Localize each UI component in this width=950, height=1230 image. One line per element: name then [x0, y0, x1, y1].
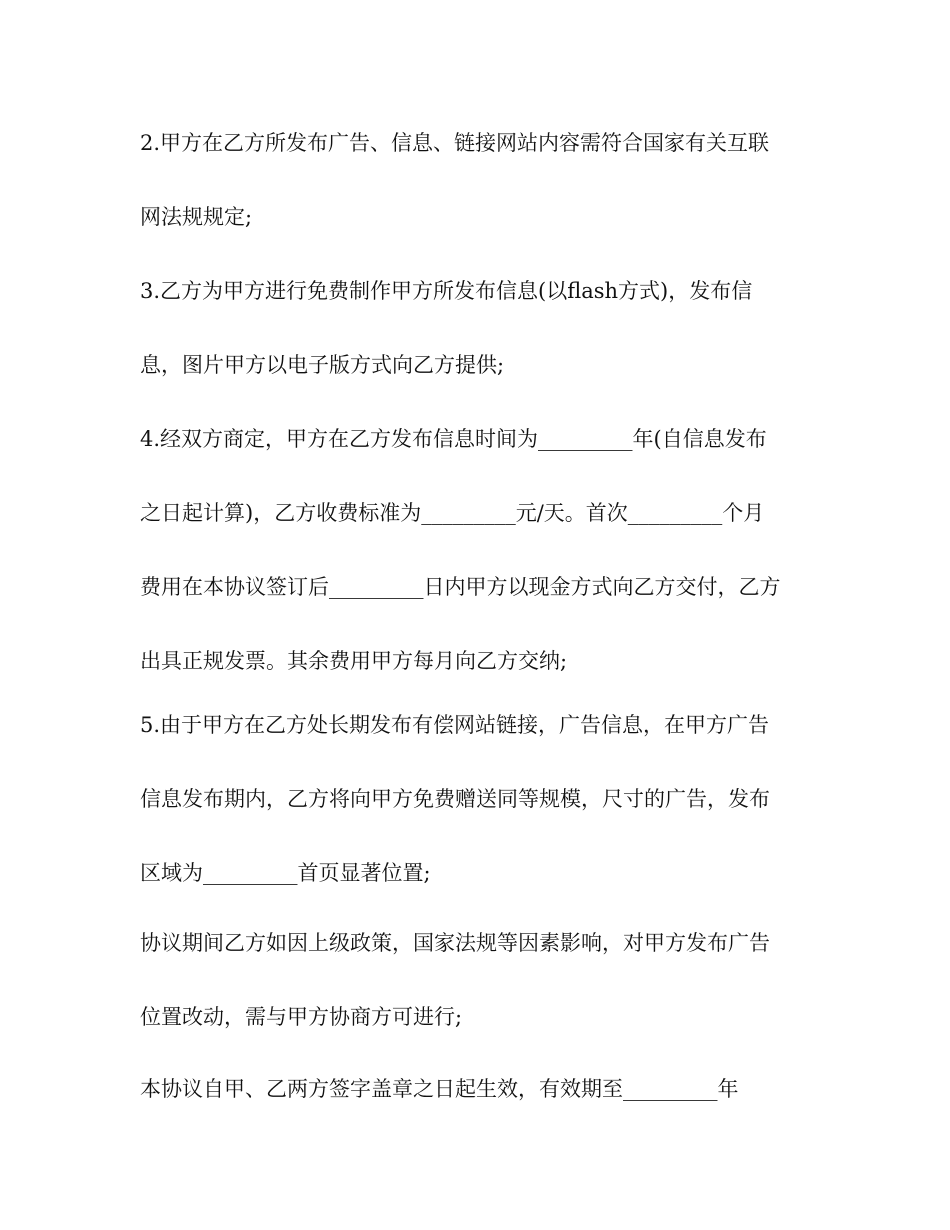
clause-3-line-1: 3.乙方为甲方进行免费制作甲方所发布信息(以flash方式)，发布信 [140, 279, 753, 303]
clause-4-line-2: 之日起计算)，乙方收费标准为_________元/天。首次_________个月 [140, 501, 765, 525]
clause-5-line-1: 5.由于甲方在乙方处长期发布有偿网站链接，广告信息，在甲方广告 [140, 713, 770, 737]
effective-date-line: 本协议自甲、乙两方签字盖章之日起生效，有效期至_________年 [140, 1077, 739, 1101]
clause-5-line-2: 信息发布期内，乙方将向甲方免费赠送同等规模，尺寸的广告，发布 [140, 787, 770, 811]
clause-4-line-1: 4.经双方商定，甲方在乙方发布信息时间为_________年(自信息发布 [140, 427, 767, 451]
clause-4-line-4: 出具正规发票。其余费用甲方每月向乙方交纳; [140, 649, 568, 673]
clause-5-line-3: 区域为_________首页显著位置; [140, 861, 431, 885]
clause-2-line-2: 网法规规定; [140, 205, 253, 229]
clause-4-line-3: 费用在本协议签订后_________日内甲方以现金方式向乙方交付，乙方 [140, 575, 781, 599]
policy-change-line-1: 协议期间乙方如因上级政策，国家法规等因素影响，对甲方发布广告 [140, 931, 770, 955]
clause-2-line-1: 2.甲方在乙方所发布广告、信息、链接网站内容需符合国家有关互联 [140, 131, 770, 155]
clause-3-line-2: 息，图片甲方以电子版方式向乙方提供; [140, 353, 505, 377]
policy-change-line-2: 位置改动，需与甲方协商方可进行; [140, 1005, 463, 1029]
